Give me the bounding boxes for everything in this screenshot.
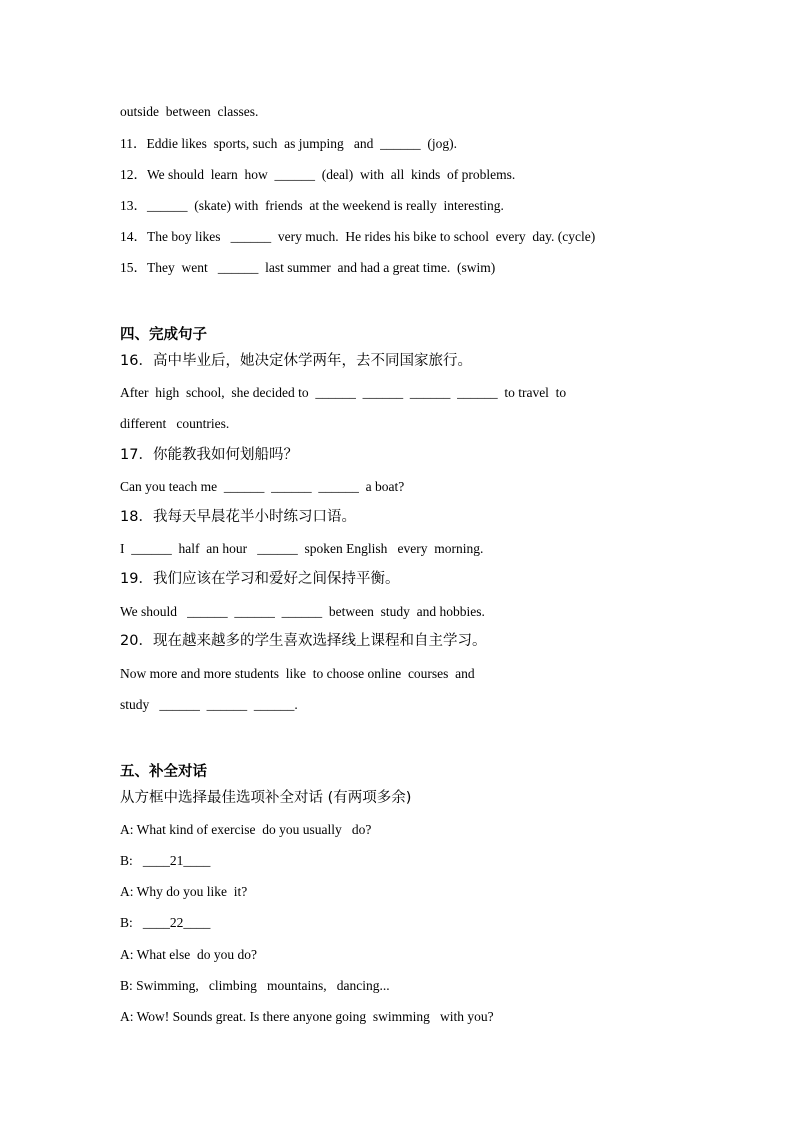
question-11: 11．Eddie likes sports, such as jumping and ______ (jog). [120, 136, 457, 151]
question-15: 15．They went ______ last summer and had a great time. (swim) [120, 260, 496, 275]
question-19-en: We should ______ ______ ______ between study and hobbies. [120, 604, 485, 619]
dialogue-line: A: Why do you like it? [120, 884, 248, 899]
dialogue-line: A: Wow! Sounds great. Is there anyone going swimming with you? [120, 1009, 494, 1024]
question-19-cn: 19．我们应该在学习和爱好之间保持平衡。 [120, 571, 400, 587]
dialogue-line: B: ____22____ [120, 915, 211, 930]
question-12: 12．We should learn how ______ (deal) with all kinds of problems. [120, 167, 516, 182]
question-16-en: After high school, she decided to ______ ______ ______ ______ to travel to [120, 385, 567, 400]
question-17-en: Can you teach me ______ ______ ______ a boat? [120, 479, 405, 494]
question-18-en: I ______ half an hour ______ spoken English every morning. [120, 541, 484, 556]
question-18-cn: 18．我每天早晨花半小时练习口语。 [120, 509, 356, 525]
question-17-cn: 17．你能教我如何划船吗？ [120, 447, 298, 463]
dialogue-instructions: 从方框中选择最佳选项补全对话 (有两项多余) [120, 790, 412, 806]
question-16-cn: 16．高中毕业后，她决定休学两年，去不同国家旅行。 [120, 353, 472, 369]
dialogue-line: B: ____21____ [120, 853, 211, 868]
question-14: 14．The boy likes ______ very much. He rides his bike to school every day. (cycle) [120, 229, 596, 244]
dialogue-line: A: What kind of exercise do you usually do? [120, 822, 372, 837]
section-heading-5: 五、补全对话 [120, 764, 207, 780]
dialogue-line: A: What else do you do? [120, 947, 257, 962]
dialogue-line: B: Swimming, climbing mountains, dancing... [120, 978, 390, 993]
question-20-en: Now more and more students like to choose online courses and [120, 666, 475, 681]
text-line: outside between classes. [120, 104, 259, 119]
section-heading-4: 四、完成句子 [120, 327, 207, 343]
question-20-cn: 20．现在越来越多的学生喜欢选择线上课程和自主学习。 [120, 633, 487, 649]
question-16-en-cont: different countries. [120, 416, 230, 431]
question-13: 13．______ (skate) with friends at the weekend is really interesting. [120, 198, 504, 213]
question-20-en-cont: study ______ ______ ______. [120, 697, 298, 712]
